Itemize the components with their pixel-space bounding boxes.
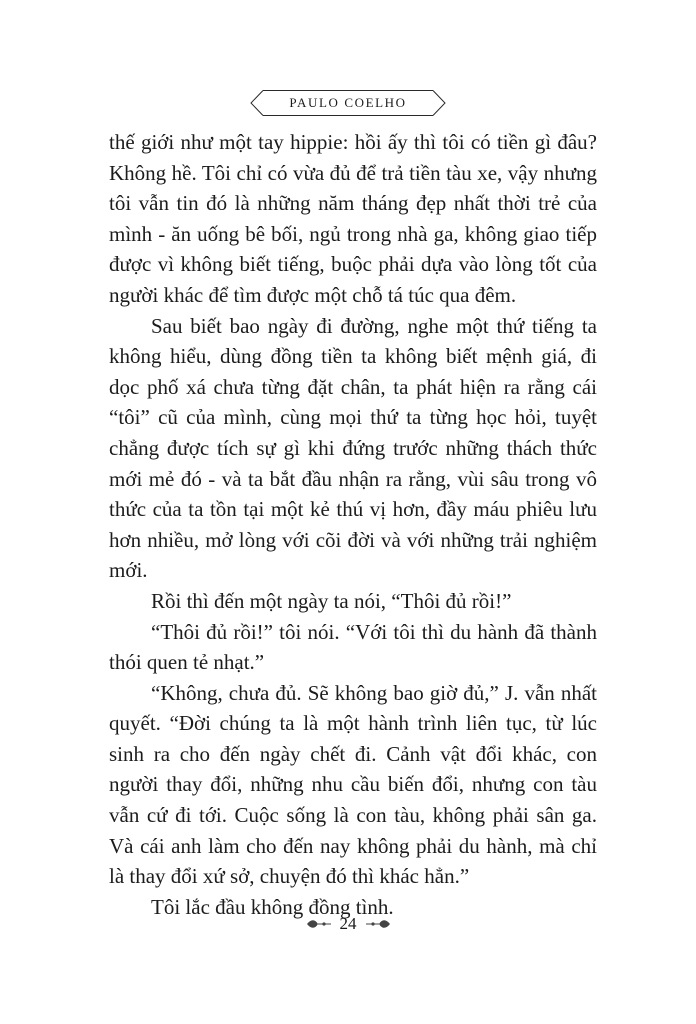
leaf-flourish-right-icon (365, 918, 391, 930)
body-text (109, 127, 597, 922)
page-number: 24 (339, 914, 357, 933)
paragraph-2: Sau biết bao ngày đi đường, nghe một thứ tiếng ta không hiểu, dùng đồng tiền ta không biết mệnh giá, đi dọc phố xá chưa từng đặt chân, ta phát hiện ra rằng cái “tôi” cũ của mình, cùng mọi thứ ta từng học hỏi, tuyệt chẳng được tích sự gì khi đứng trước những thách thức mới mẻ đó - và ta bắt đầu nhận ra rằng, vùi sâu trong vô thức của ta tồn tại một kẻ thú vị hơn, đầy máu phiêu lưu hơn nhiều, mở lòng với cõi đời và với những trải nghiệm mới. (109, 313, 597, 583)
paragraph-6: Tôi lắc đầu không đồng tình. (151, 894, 394, 919)
page-footer (0, 912, 696, 936)
running-header-frame (263, 90, 432, 116)
paragraph-4: “Thôi đủ rồi!” tôi nói. “Với tôi thì du hành đã thành thói quen tẻ nhạt.” (109, 619, 597, 675)
running-header (0, 90, 696, 116)
paragraph-1: thế giới như một tay hippie: hồi ấy thì tôi có tiền gì đâu? Không hề. Tôi chỉ có vừa đủ để trả tiền tàu xe, vậy nhưng tôi vẫn tin đó là những năm tháng đẹp nhất thời trẻ của mình - ăn uống bê bối, ngủ trong nhà ga, không giao tiếp được vì không biết tiếng, buộc phải dựa vào lòng tốt của người khác để tìm được một chỗ tá túc qua đêm. (109, 130, 597, 307)
header-frame-left-cap-icon (250, 90, 264, 116)
leaf-flourish-left-icon (306, 918, 332, 930)
running-title: PAULO COELHO (289, 95, 407, 110)
paragraph-5: “Không, chưa đủ. Sẽ không bao giờ đủ,” J. vẫn nhất quyết. “Đời chúng ta là một hành trình liên tục, từ lúc sinh ra cho đến ngày chết đi. Cảnh vật đổi khác, con người thay đổi, những nhu cầu biến đổi, nhưng con tàu vẫn cứ đi tới. Cuộc sống là con tàu, không phải sân ga. Và cái anh làm cho đến nay không phải du hành, mà chỉ là thay đổi xứ sở, chuyện đó thì khác hẳn.” (109, 680, 597, 889)
paragraph-3: Rồi thì đến một ngày ta nói, “Thôi đủ rồi!” (151, 588, 512, 613)
header-frame-right-cap-icon (432, 90, 446, 116)
